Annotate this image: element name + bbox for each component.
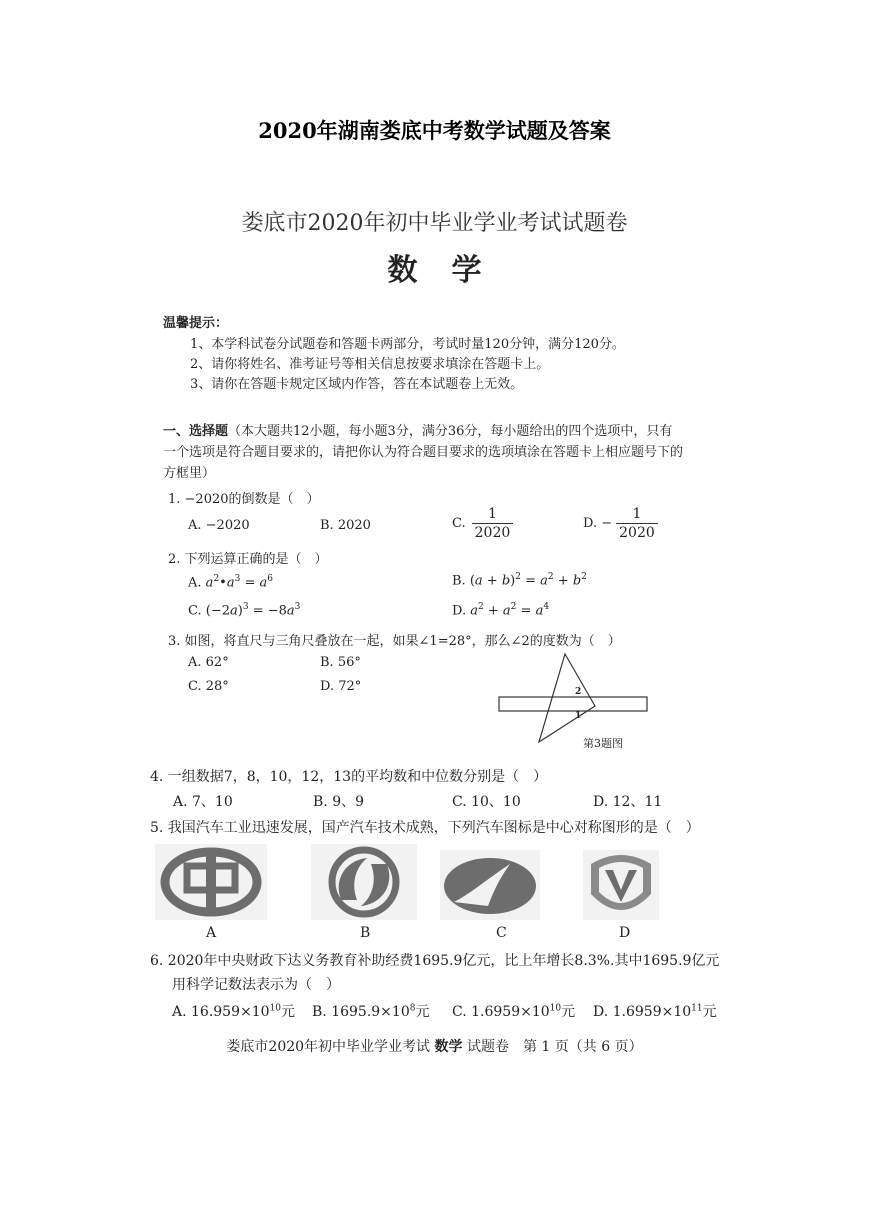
q2-option-c: C. $(-2a)^3 = -8a^3$ xyxy=(188,602,301,619)
fraction: $\frac{1}{2020}$ xyxy=(472,507,514,540)
q6-option-c: C. $1.6959\times 10^{10}$元 xyxy=(452,1003,576,1020)
q2-option-d: D. $a^2 + a^2 = a^4$ xyxy=(452,602,550,619)
angle-1-label: 1 xyxy=(575,711,582,721)
q6-stem-line2: 用科学记数法表示为（ ） xyxy=(172,977,340,993)
q4-option-a: A. 7、10 xyxy=(173,794,233,810)
q1-stem: 1. −2020的倒数是（ ） xyxy=(168,492,320,507)
q4-stem: 4. 一组数据7，8，10，12，13的平均数和中位数分别是（ ） xyxy=(150,769,548,785)
q2-option-b: B. $(a + b)^2 = a^2 + b^2$ xyxy=(452,572,587,589)
car-logo-c xyxy=(440,850,540,920)
q1-option-d: D. − $\frac{1}{2020}$ xyxy=(583,507,658,540)
logo-label-a: A xyxy=(206,925,217,941)
logo-label-d: D xyxy=(619,925,631,941)
q1-option-b: B. 2020 xyxy=(320,518,371,533)
logo-label-c: C xyxy=(496,925,507,941)
q5-stem: 5. 我国汽车工业迅速发展，国产汽车技术成熟，下列汽车图标是中心对称图形的是（ ） xyxy=(150,820,700,836)
section-heading: 一、选择题 xyxy=(163,424,229,439)
q3-stem: 3. 如图，将直尺与三角尺叠放在一起，如果∠1=28°，那么∠2的度数为（ ） xyxy=(168,634,621,649)
q1-option-c: C. $\frac{1}{2020}$ xyxy=(452,507,513,540)
q4-option-d: D. 12、11 xyxy=(593,794,663,810)
car-logo-b xyxy=(311,844,417,920)
q4-option-c: C. 10、10 xyxy=(452,794,521,810)
q3-option-b: B. 56° xyxy=(320,655,361,670)
q2-option-a: A. $a^2•a^3 = a^6$ xyxy=(188,574,274,591)
q3-figure-caption: 第3题图 xyxy=(583,737,623,750)
subject-title: 数学 xyxy=(387,253,516,288)
ruler-shape xyxy=(499,697,647,711)
q3-option-a: A. 62° xyxy=(188,655,229,670)
notice-item: 2、请你将姓名、准考证号等相关信息按要求填涂在答题卡上。 xyxy=(190,357,550,372)
car-logo-a xyxy=(155,844,267,920)
q3-option-d: D. 72° xyxy=(320,679,362,694)
notice-item: 1、本学科试卷分试题卷和答题卡两部分，考试时量120分钟，满分120分。 xyxy=(190,337,625,352)
q6-option-b: B. $1695.9\times 10^8$元 xyxy=(312,1003,430,1020)
fraction: $\frac{1}{2020}$ xyxy=(616,507,658,540)
section-intro xyxy=(163,420,672,439)
logo-label-b: B xyxy=(360,925,371,941)
q6-stem-line1: 6. 2020年中央财政下达义务教育补助经费1695.9亿元，比上年增长8.3%.其中1695.9亿元 xyxy=(150,953,720,969)
q1-option-a: A. −2020 xyxy=(188,518,250,533)
notice-item: 3、请你在答题卡规定区域内作答，答在本试题卷上无效。 xyxy=(190,377,524,392)
section-intro-line3: 方框里） xyxy=(163,466,216,481)
page-footer: 娄底市2020年初中毕业学业考试 数学 试题卷 第 1 页（共 6 页） xyxy=(226,1039,643,1055)
angle-2-label: 2 xyxy=(575,687,582,697)
q3-option-c: C. 28° xyxy=(188,679,229,694)
notice-heading: 温馨提示： xyxy=(163,316,229,331)
q2-stem: 2. 下列运算正确的是（ ） xyxy=(168,552,328,567)
q6-option-d: D. $1.6959\times 10^{11}$元 xyxy=(593,1003,717,1020)
q4-option-b: B. 9、9 xyxy=(313,794,365,810)
q6-option-a: A. $16.959\times 10^{10}$元 xyxy=(172,1003,295,1020)
car-logo-d xyxy=(583,850,659,920)
section-intro-line2: 一个选项是符合题目要求的，请把你认为符合题目要求的选项填涂在答题卡上相应题号下的 xyxy=(163,445,684,460)
exam-title: 娄底市2020年初中毕业学业考试试题卷 xyxy=(241,211,628,236)
triangle-shape xyxy=(539,654,595,742)
document-title: 2020年湖南娄底中考数学试题及答案 xyxy=(258,118,611,143)
section-intro-line1: （本大题共12小题，每小题3分，满分36分，每小题给出的四个选项中，只有 xyxy=(228,424,673,439)
ruler-triangle-figure xyxy=(495,650,655,750)
